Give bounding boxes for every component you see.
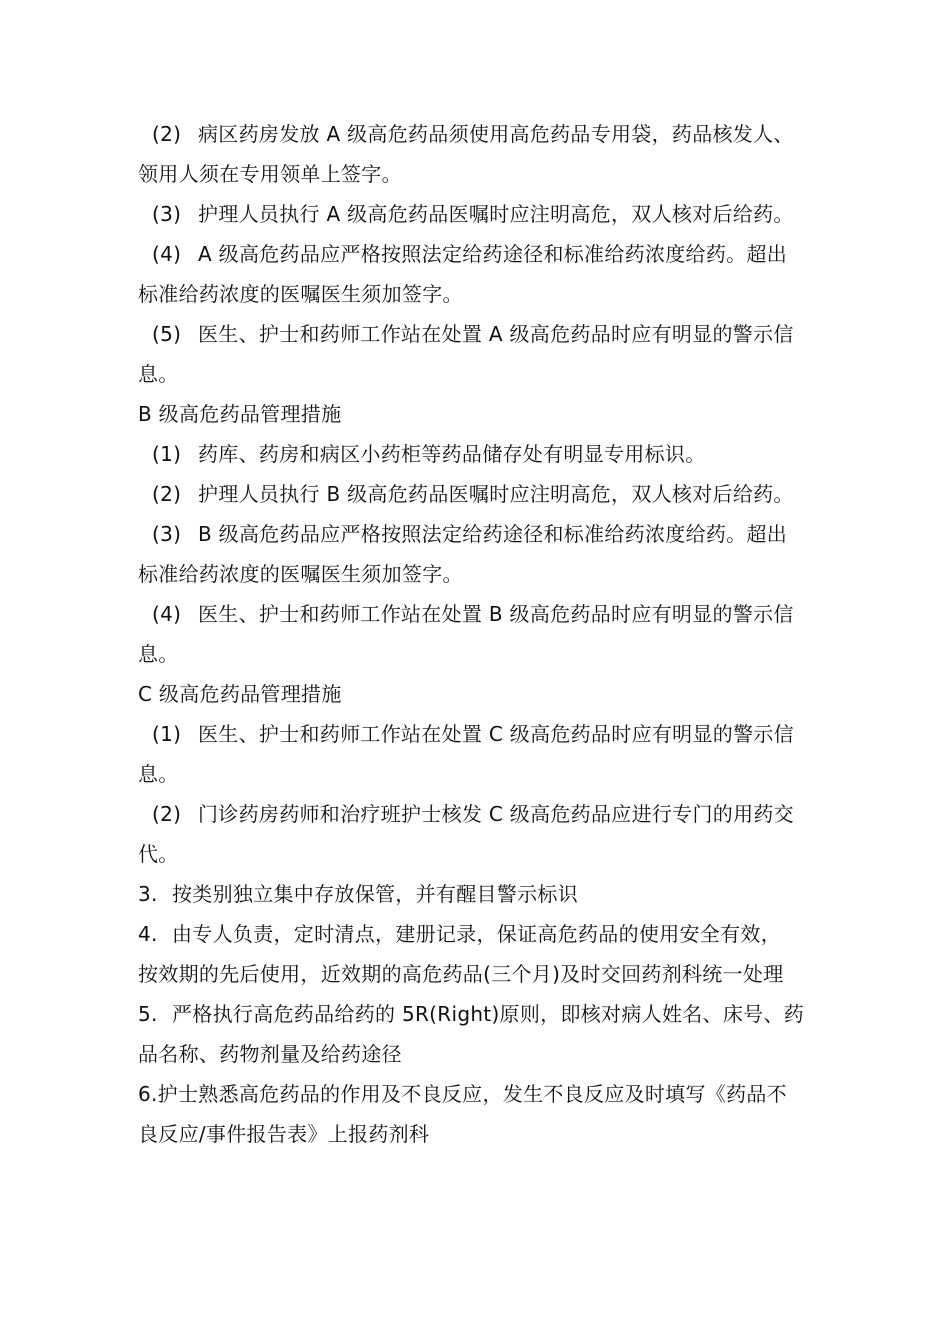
item-text: 门诊药房药师和治疗班护士核发 C 级高危药品应进行专门的用药交 [198, 802, 794, 826]
list-item [138, 794, 818, 834]
item-text: 严格执行高危药品给药的 5R(Right)原则，即核对病人姓名、床号、药 [172, 1002, 805, 1026]
numbered-item [138, 994, 818, 1034]
item-number: 5. [138, 1002, 158, 1026]
document-body [138, 114, 818, 1154]
item-number: (3) [152, 522, 182, 546]
item-number: (4) [152, 242, 182, 266]
item-text: B 级高危药品应严格按照法定给药途径和标准给药浓度给药。超出 [198, 522, 788, 546]
continuation-line [138, 354, 818, 394]
list-item [138, 434, 818, 474]
item-text: 医生、护士和药师工作站在处置 C 级高危药品时应有明显的警示信 [198, 722, 794, 746]
item-number: (2) [152, 122, 182, 146]
numbered-item [138, 874, 818, 914]
item-text: 6.护士熟悉高危药品的作用及不良反应，发生不良反应及时填写《药品不 [138, 1082, 787, 1106]
list-item [138, 594, 818, 634]
continuation-line [138, 1034, 818, 1074]
section-heading [138, 394, 818, 434]
item-text: 标准给药浓度的医嘱医生须加签字。 [138, 562, 463, 586]
item-text: 标准给药浓度的医嘱医生须加签字。 [138, 282, 463, 306]
item-text: 代。 [138, 842, 179, 866]
item-text: 护理人员执行 A 级高危药品医嘱时应注明高危，双人核对后给药。 [198, 202, 794, 226]
continuation-line [138, 554, 818, 594]
list-item [138, 234, 818, 274]
item-number: 3. [138, 882, 158, 906]
item-text: 药库、药房和病区小药柜等药品储存处有明显专用标识。 [198, 442, 706, 466]
item-text: 领用人须在专用领单上签字。 [138, 162, 402, 186]
item-text: 良反应/事件报告表》上报药剂科 [138, 1122, 430, 1146]
continuation-line [138, 1114, 818, 1154]
list-item [138, 114, 818, 154]
item-text: 护理人员执行 B 级高危药品医嘱时应注明高危，双人核对后给药。 [198, 482, 794, 506]
list-item [138, 514, 818, 554]
item-number: (2) [152, 482, 182, 506]
numbered-item [138, 1074, 818, 1114]
list-item [138, 714, 818, 754]
continuation-line [138, 954, 818, 994]
continuation-line [138, 154, 818, 194]
section-heading [138, 674, 818, 714]
item-text: 息。 [138, 642, 179, 666]
item-text: 医生、护士和药师工作站在处置 B 级高危药品时应有明显的警示信 [198, 602, 794, 626]
item-text: 息。 [138, 762, 179, 786]
continuation-line [138, 834, 818, 874]
item-text: 按效期的先后使用，近效期的高危药品(三个月)及时交回药剂科统一处理 [138, 962, 784, 986]
continuation-line [138, 634, 818, 674]
item-text: 品名称、药物剂量及给药途径 [138, 1042, 402, 1066]
item-number: (2) [152, 802, 182, 826]
item-text: 按类别独立集中存放保管，并有醒目警示标识 [172, 882, 578, 906]
item-text: A 级高危药品应严格按照法定给药途径和标准给药浓度给药。超出 [198, 242, 788, 266]
item-number: 4. [138, 922, 158, 946]
item-number: (5) [152, 322, 182, 346]
item-number: (3) [152, 202, 182, 226]
list-item [138, 194, 818, 234]
heading-text: B 级高危药品管理措施 [138, 402, 342, 426]
item-text: 医生、护士和药师工作站在处置 A 级高危药品时应有明显的警示信 [198, 322, 794, 346]
continuation-line [138, 754, 818, 794]
numbered-item [138, 914, 818, 954]
heading-text: C 级高危药品管理措施 [138, 682, 342, 706]
item-number: (4) [152, 602, 182, 626]
item-text: 由专人负责，定时清点，建册记录，保证高危药品的使用安全有效， [172, 922, 781, 946]
list-item [138, 314, 818, 354]
item-text: 病区药房发放 A 级高危药品须使用高危药品专用袋，药品核发人、 [198, 122, 794, 146]
item-text: 息。 [138, 362, 179, 386]
list-item [138, 474, 818, 514]
item-number: (1) [152, 722, 182, 746]
item-number: (1) [152, 442, 182, 466]
continuation-line [138, 274, 818, 314]
